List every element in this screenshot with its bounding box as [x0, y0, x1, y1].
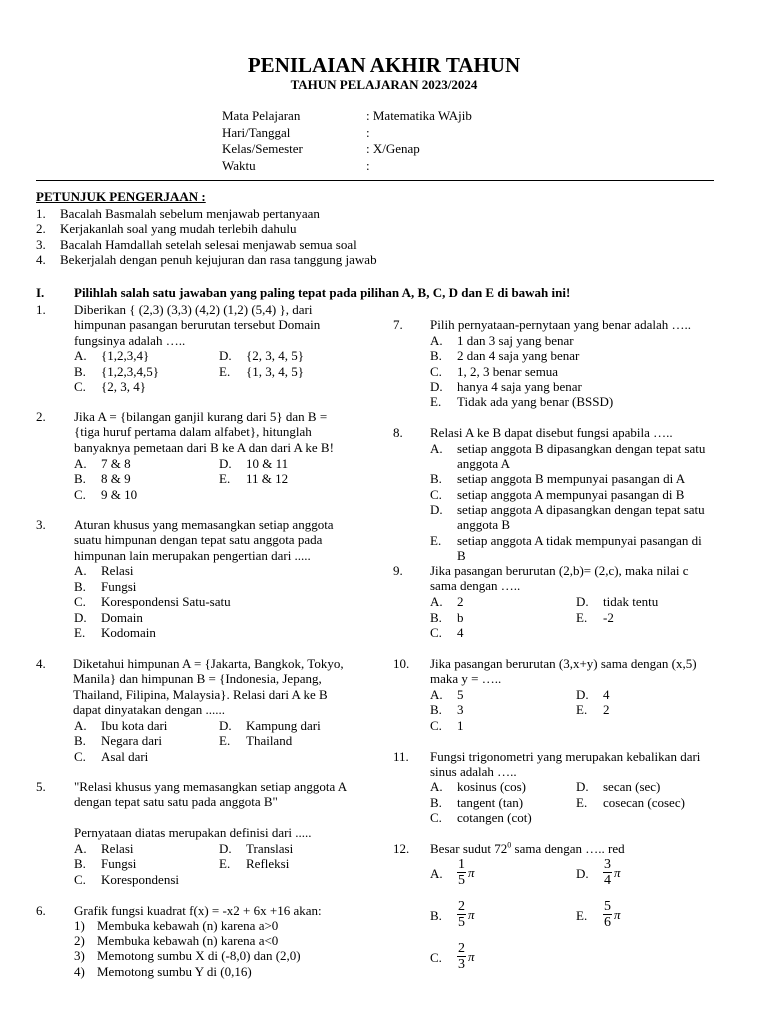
option-text	[457, 533, 702, 564]
question-line: Fungsi trigonometri yang merupakan kebalikan dari	[430, 749, 701, 764]
question-line: Grafik fungsi kuadrat f(x) = -x2 + 6x +16 akan:	[74, 903, 322, 918]
denominator: 4	[604, 873, 611, 888]
question-number: 3.	[36, 517, 46, 532]
option-text: setiap anggota A mempunyai pasangan di B	[457, 487, 685, 502]
option-letter: A.	[74, 718, 87, 733]
question-text-part: Besar sudut 72	[430, 841, 508, 856]
question-text	[73, 656, 344, 718]
question-line: dapat dinyatakan dengan ......	[73, 702, 225, 718]
question-text	[74, 903, 322, 918]
info-value: : Matematika WAjib	[366, 108, 472, 123]
option-line: setiap anggota A tidak mempunyai pasangan di	[457, 533, 702, 548]
statement-number: 3)	[74, 948, 85, 963]
info-label: Kelas/Semester	[222, 141, 303, 156]
statement-text: Memotong sumbu X di (-8,0) dan (2,0)	[97, 948, 301, 963]
option-text: Asal dari	[101, 749, 149, 764]
question-line: Jika A = {bilangan ganjil kurang dari 5} dan B =	[74, 409, 328, 424]
question-line: {tiga huruf pertama dalam alfabet}, hitunglah	[74, 424, 312, 440]
option-fraction	[457, 941, 475, 972]
option-text: tidak tentu	[603, 594, 659, 609]
question-number: 2.	[36, 409, 46, 424]
option-fraction	[603, 857, 621, 888]
option-letter: B.	[430, 471, 442, 486]
option-text: Tidak ada yang benar (BSSD)	[457, 394, 614, 409]
option-letter: C.	[430, 625, 442, 640]
question-line: suatu himpunan dengan tepat satu anggota pada	[74, 532, 323, 548]
option-letter: A.	[74, 563, 87, 578]
question-text	[74, 409, 334, 455]
option-text: {2, 3, 4, 5}	[246, 348, 304, 363]
question-number: 11.	[393, 749, 409, 764]
fraction	[457, 857, 466, 888]
option-text: 4	[457, 625, 464, 640]
pi-symbol: π	[468, 948, 475, 964]
option-text: cotangen (cot)	[457, 810, 532, 825]
option-text: {1, 3, 4, 5}	[246, 364, 304, 379]
option-letter: C.	[430, 364, 442, 379]
question-line: Diberikan { (2,3) (3,3) (4,2) (1,2) (5,4) }, dari	[74, 302, 313, 317]
pi-symbol: π	[614, 906, 621, 922]
option-letter: E.	[219, 856, 231, 871]
question-text	[430, 656, 697, 687]
question-number: 9.	[393, 563, 403, 578]
item-text: Bekerjalah dengan penuh kejujuran dan rasa tanggung jawab	[60, 252, 377, 268]
item-number: 1.	[36, 206, 46, 221]
option-text: Kodomain	[101, 625, 156, 640]
question-number: 1.	[36, 302, 46, 317]
option-letter: D.	[430, 502, 443, 517]
option-letter: E.	[430, 533, 442, 548]
denominator: 5	[458, 915, 465, 930]
option-letter: A.	[430, 441, 443, 456]
option-text: setiap anggota B mempunyai pasangan di A	[457, 471, 686, 486]
option-letter: E.	[576, 795, 588, 810]
question-text	[430, 563, 689, 594]
info-row-time	[222, 158, 672, 175]
option-letter: D.	[430, 379, 443, 394]
option-text: tangent (tan)	[457, 795, 524, 810]
option-letter: D.	[576, 594, 589, 609]
question-line	[74, 810, 347, 825]
pi-symbol: π	[468, 864, 475, 880]
option-letter: D.	[74, 610, 87, 625]
question-line: Pernyataan diatas merupakan definisi dari .....	[74, 825, 312, 841]
page-subtitle: TAHUN PELAJARAN 2023/2024	[290, 77, 478, 92]
option-letter: A.	[430, 594, 443, 609]
option-letter: B.	[430, 702, 442, 717]
question-line: dengan tepat satu satu pada anggota B"	[74, 794, 278, 810]
header-divider	[36, 180, 714, 181]
instructions-heading: PETUNJUK PENGERJAAN :	[36, 189, 206, 204]
item-number: 4.	[36, 252, 46, 268]
option-text: 10 & 11	[246, 456, 289, 471]
option-letter: E.	[219, 364, 231, 379]
option-text: {1,2,3,4,5}	[101, 364, 159, 379]
option-letter: B.	[74, 856, 86, 871]
question-line: fungsinya adalah …..	[74, 332, 186, 348]
option-text: Negara dari	[101, 733, 162, 748]
fraction	[457, 899, 466, 930]
option-letter: B.	[74, 364, 86, 379]
option-letter: C.	[74, 379, 86, 394]
option-letter: B.	[430, 348, 442, 363]
question-line: banyaknya pemetaan dari B ke A dan dari A ke B!	[74, 439, 334, 455]
option-letter: E.	[576, 908, 588, 923]
question-line: Manila} dan himpunan B = {Indonesia, Jepang,	[73, 671, 322, 687]
question-line: Diketahui himpunan A = {Jakarta, Bangkok, Tokyo,	[73, 656, 344, 671]
option-text: Fungsi	[101, 856, 137, 871]
option-text: 9 & 10	[101, 487, 138, 502]
question-number: 5.	[36, 779, 46, 794]
option-line: anggota A	[457, 456, 511, 472]
option-letter: C.	[430, 487, 442, 502]
option-letter: A.	[74, 348, 87, 363]
option-letter: D.	[576, 779, 589, 794]
option-letter: E.	[74, 625, 86, 640]
option-text: Refleksi	[246, 856, 290, 871]
question-text	[74, 517, 334, 563]
option-letter: D.	[219, 718, 232, 733]
pi-symbol: π	[468, 906, 475, 922]
option-text: 11 & 12	[246, 471, 289, 486]
option-letter: C.	[430, 950, 442, 965]
section-number: I.	[36, 285, 45, 300]
option-text: b	[457, 610, 464, 625]
info-label: Waktu	[222, 158, 256, 173]
question-text	[430, 841, 625, 856]
option-letter: B.	[430, 908, 442, 923]
option-letter: A.	[430, 687, 443, 702]
option-letter: B.	[74, 471, 86, 486]
option-text: cosecan (cosec)	[603, 795, 685, 810]
question-number: 6.	[36, 903, 46, 918]
option-text: Relasi	[101, 563, 134, 578]
option-text: 8 & 9	[101, 471, 131, 486]
option-fraction	[457, 899, 475, 930]
fraction	[603, 857, 612, 888]
option-text	[457, 441, 705, 472]
option-letter: D.	[576, 687, 589, 702]
question-line: himpunan pasangan berurutan tersebut Domain	[74, 317, 321, 333]
option-letter: E.	[576, 610, 588, 625]
statement-number: 2)	[74, 933, 85, 948]
option-text: Domain	[101, 610, 143, 625]
option-text: -2	[603, 610, 614, 625]
option-line: setiap anggota B dipasangkan dengan tepat satu	[457, 441, 706, 456]
option-letter: C.	[430, 718, 442, 733]
option-letter: D.	[219, 841, 232, 856]
denominator: 3	[458, 957, 465, 972]
option-letter: A.	[74, 456, 87, 471]
question-line: Jika pasangan berurutan (3,x+y) sama dengan (x,5)	[430, 656, 697, 671]
option-letter: C.	[74, 872, 86, 887]
item-text: Kerjakanlah soal yang mudah terlebih dahulu	[60, 221, 297, 237]
option-text: Translasi	[246, 841, 294, 856]
option-letter: C.	[74, 594, 86, 609]
option-text: 1	[457, 718, 464, 733]
option-letter: C.	[430, 810, 442, 825]
option-letter: A.	[430, 333, 443, 348]
option-fraction	[457, 857, 475, 888]
info-value: : X/Genap	[366, 141, 420, 156]
question-text	[430, 425, 673, 440]
option-line: anggota B	[457, 517, 511, 533]
question-line: sama dengan …..	[430, 578, 521, 594]
option-letter: E.	[219, 471, 231, 486]
option-fraction	[603, 899, 621, 930]
info-label: Mata Pelajaran	[222, 108, 301, 123]
page-title: PENILAIAN AKHIR TAHUN	[247, 53, 521, 77]
numerator: 5	[604, 899, 611, 914]
option-text: Relasi	[101, 841, 134, 856]
statement-text: Memotong sumbu Y di (0,16)	[97, 964, 252, 979]
option-text: Fungsi	[101, 579, 137, 594]
question-line: Thailand, Filipina, Malaysia}. Relasi dari A ke B	[73, 686, 328, 702]
option-text: Korespondensi Satu-satu	[101, 594, 231, 609]
option-letter: D.	[219, 456, 232, 471]
option-text: 2	[457, 594, 464, 609]
numerator: 2	[458, 941, 465, 956]
option-letter: A.	[74, 841, 87, 856]
option-letter: A.	[430, 779, 443, 794]
numerator: 1	[458, 857, 465, 872]
option-letter: B.	[74, 733, 86, 748]
section-text: Pilihlah salah satu jawaban yang paling tepat pada pilihan A, B, C, D dan E di bawah ini!	[74, 285, 571, 300]
statement-number: 4)	[74, 964, 85, 979]
denominator: 6	[604, 915, 611, 930]
info-value: :	[366, 158, 370, 173]
option-letter: A.	[430, 866, 443, 881]
option-text: hanya 4 saja yang benar	[457, 379, 582, 394]
option-text: Thailand	[246, 733, 293, 748]
option-line: B	[457, 548, 466, 564]
question-text	[74, 302, 320, 348]
option-letter: C.	[74, 487, 86, 502]
info-row-subject	[222, 108, 672, 125]
item-text: Bacalah Hamdallah setelah selesai menjawab semua soal	[60, 236, 357, 252]
question-line	[430, 841, 625, 856]
question-text	[430, 317, 691, 332]
question-number: 4.	[36, 656, 46, 671]
option-letter: D.	[576, 866, 589, 881]
info-row-class	[222, 141, 672, 158]
info-label: Hari/Tanggal	[222, 125, 291, 140]
option-text: Ibu kota dari	[101, 718, 168, 733]
question-line: Aturan khusus yang memasangkan setiap anggota	[74, 517, 334, 532]
pi-symbol: π	[614, 864, 621, 880]
info-value: :	[366, 125, 370, 140]
option-text: {2, 3, 4}	[101, 379, 146, 394]
option-line: setiap anggota A dipasangkan dengan tepat satu	[457, 502, 705, 517]
option-text: 2 dan 4 saja yang benar	[457, 348, 580, 363]
option-letter: D.	[219, 348, 232, 363]
option-text: Korespondensi	[101, 872, 179, 887]
option-text: 5	[457, 687, 464, 702]
option-text: Kampung dari	[246, 718, 321, 733]
question-line: sinus adalah …..	[430, 764, 517, 780]
option-letter: E.	[219, 733, 231, 748]
item-number: 3.	[36, 236, 46, 252]
option-letter: B.	[430, 610, 442, 625]
question-line: Pilih pernyataan-pernytaan yang benar adalah …..	[430, 317, 691, 332]
question-number: 12.	[393, 841, 410, 856]
item-text: Bacalah Basmalah sebelum menjawab pertanyaan	[60, 206, 320, 221]
question-line: maka y = …..	[430, 671, 502, 687]
fraction	[457, 941, 466, 972]
option-text: {1,2,3,4}	[101, 348, 150, 363]
question-number: 10.	[393, 656, 410, 671]
numerator: 3	[604, 857, 611, 872]
option-text: 4	[603, 687, 610, 702]
numerator: 2	[458, 899, 465, 914]
fraction	[603, 899, 612, 930]
option-text: 2	[603, 702, 610, 717]
option-text: secan (sec)	[603, 779, 661, 794]
question-text	[430, 749, 700, 780]
question-text-part: sama dengan ….. red	[511, 841, 625, 856]
option-letter: E.	[576, 702, 588, 717]
question-text	[74, 779, 347, 841]
degree-superscript: 0	[507, 840, 512, 850]
option-text: 1, 2, 3 benar semua	[457, 364, 559, 379]
question-number: 7.	[393, 317, 403, 332]
option-text	[457, 502, 705, 533]
option-text: 3	[457, 702, 464, 717]
option-text: 1 dan 3 saj yang benar	[457, 333, 574, 348]
question-line: "Relasi khusus yang memasangkan setiap anggota A	[74, 779, 348, 794]
question-line: Relasi A ke B dapat disebut fungsi apabila …..	[430, 425, 673, 440]
info-row-date	[222, 125, 672, 142]
question-line: himpunan lain merupakan pengertian dari .....	[74, 547, 311, 563]
option-letter: B.	[74, 579, 86, 594]
statement-text: Membuka kebawah (n) karena a>0	[97, 918, 279, 933]
denominator: 5	[458, 873, 465, 888]
option-letter: B.	[430, 795, 442, 810]
item-number: 2.	[36, 221, 46, 237]
statement-number: 1)	[74, 918, 85, 933]
option-letter: C.	[74, 749, 86, 764]
option-text: kosinus (cos)	[457, 779, 526, 794]
question-number: 8.	[393, 425, 403, 440]
statement-text: Membuka kebawah (n) karena a<0	[97, 933, 279, 948]
option-text: 7 & 8	[101, 456, 131, 471]
question-line: Jika pasangan berurutan (2,b)= (2,c), maka nilai c	[430, 563, 689, 578]
option-letter: E.	[430, 394, 442, 409]
